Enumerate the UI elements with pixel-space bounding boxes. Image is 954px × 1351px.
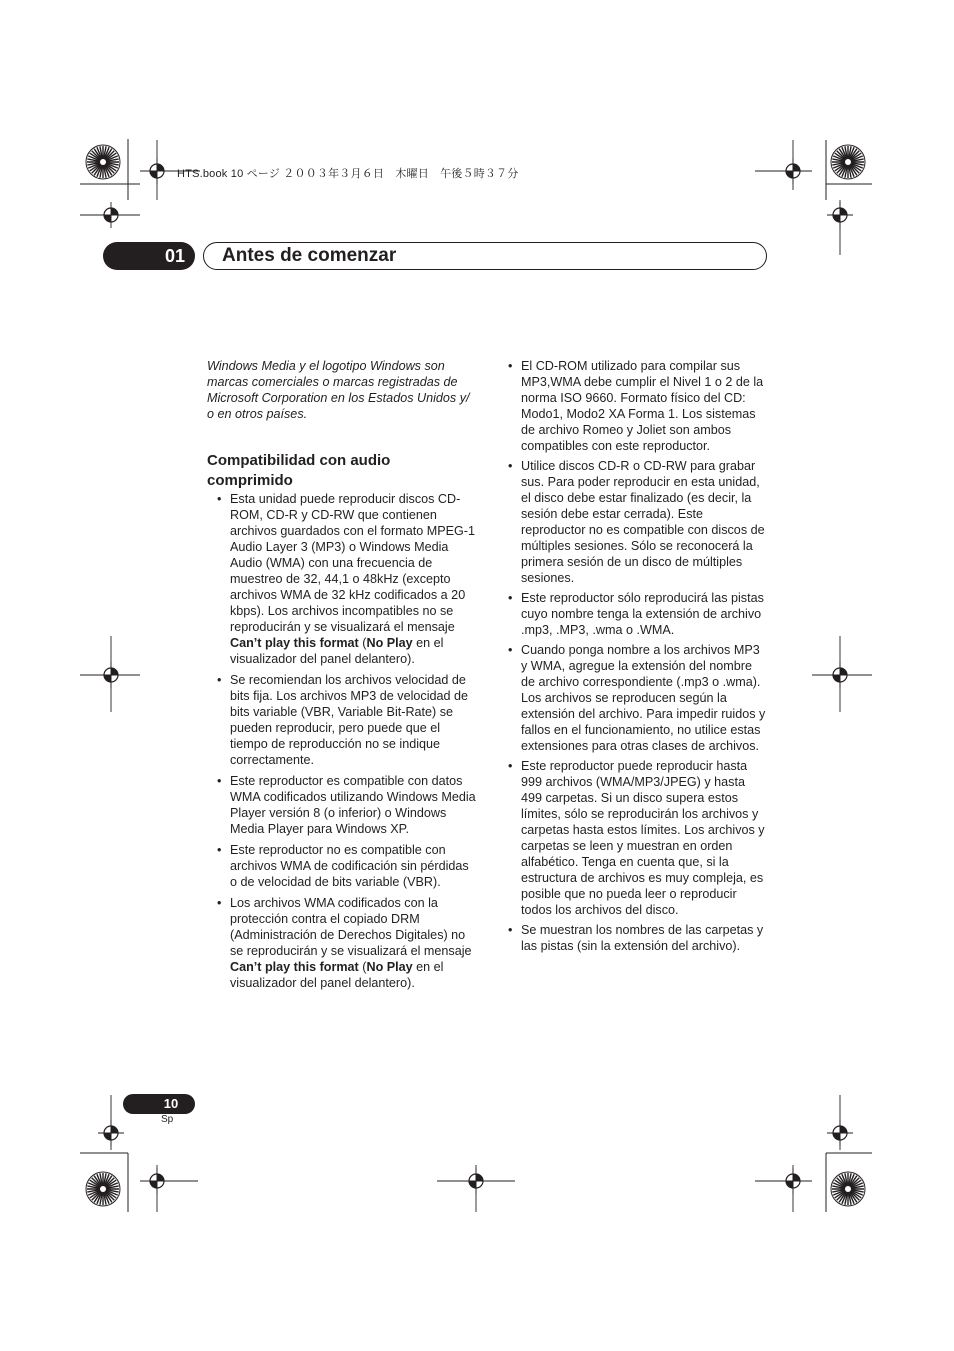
corner-mark-top-right xyxy=(755,140,872,255)
corner-mark-bottom-right xyxy=(755,1095,872,1212)
message-text: No Play xyxy=(366,636,413,650)
message-text: No Play xyxy=(366,960,413,974)
list-item: • Cuando ponga nombre a los archivos MP3 y WMA, agregue la extensión del nombre de archivo correspondiente (.mp3 o .wma). Los archivos se reproducen según la extensión del archivo. Para impedir ruidos y fallos en el funcionamiento, no utilice estas extensiones para otras clases de archivos. xyxy=(508,642,768,754)
right-bullet-list xyxy=(508,358,768,954)
chapter-title: Antes de comenzar xyxy=(203,242,767,270)
list-item: • Los archivos WMA codificados con la protección contra el copiado DRM (Administración de Derechos Digitales) no se reproducirán y se visualizará el mensaje Can’t play this format (No Play en el visualizador del panel delantero). xyxy=(207,895,479,991)
section-heading: Compatibilidad con audio comprimido xyxy=(207,452,391,489)
side-mark-right xyxy=(812,636,872,712)
corner-mark-top-left xyxy=(80,139,200,228)
list-item: • Utilice discos CD-R o CD-RW para grabar sus. Para poder reproducir en esta unidad, el disco debe estar finalizado (es decir, la sesión debe estar cerrada). Este reproductor no es compatible con discos de múltiples sesiones. Sólo se reconocerá la primera sesión de un disco de múltiples sesiones. xyxy=(508,458,768,586)
trademark-note: Windows Media y el logotipo Windows son marcas comerciales o marcas registradas de Microsoft Corporation en los Estados Unidos y/ o en otros países. xyxy=(207,359,470,421)
book-header-info: HTS.book 10 ページ ２００３年３月６日 木曜日 午後５時３７分 xyxy=(177,168,519,180)
page-number: 10 xyxy=(123,1094,195,1114)
message-text: Can’t play this format xyxy=(230,960,359,974)
right-column xyxy=(508,358,768,958)
left-bullet-list xyxy=(207,491,479,991)
message-text: Can’t play this format xyxy=(230,636,359,650)
list-item: • Este reproductor no es compatible con archivos WMA de codificación sin pérdidas o de velocidad de bits variable (VBR). xyxy=(207,842,479,890)
page-language-code: Sp xyxy=(161,1114,174,1125)
list-item: • Esta unidad puede reproducir discos CD-ROM, CD-R y CD-RW que contienen archivos guardados con el formato MPEG-1 Audio Layer 3 (MP3) o Windows Media Audio (WMA) con una frecuencia de muestreo de 32, 44,1 o 48kHz (excepto archivos WMA de 32 kHz codificados a 20 kbps). Los archivos incompatibles no se reproducirán y se visualizará el mensaje Can’t play this format (No Play en el visualizador del panel delantero). xyxy=(207,491,479,667)
bottom-center-mark xyxy=(437,1165,515,1212)
chapter-number-badge: 01 xyxy=(103,242,195,270)
list-item: • Este reproductor es compatible con datos WMA codificados utilizando Windows Media Player versión 8 (o inferior) o Windows Media Player para Windows XP. xyxy=(207,773,479,837)
list-item: • Este reproductor sólo reproducirá las pistas cuyo nombre tenga la extensión de archivo .mp3, .MP3, .wma o .WMA. xyxy=(508,590,768,638)
list-item: • Se muestran los nombres de las carpetas y las pistas (sin la extensión del archivo). xyxy=(508,922,768,954)
left-column xyxy=(207,358,479,996)
list-item: • Se recomiendan los archivos velocidad de bits fija. Los archivos MP3 de velocidad de bits variable (VBR, Variable Bit-Rate) se pueden reproducir, pero puede que el tiempo de reproducción no se indique correctamente. xyxy=(207,672,479,768)
side-mark-left xyxy=(80,636,140,712)
list-item: • Este reproductor puede reproducir hasta 999 archivos (WMA/MP3/JPEG) y hasta 499 carpetas. Si un disco supera estos límites, sólo se reproducirán los archivos y carpetas hasta estos límites. Los archivos y carpetas se leen y muestran en orden alfabético. Tenga en cuenta que, si la estructura de archivos es muy compleja, es posible que no pueda leer o reproducir todos los archivos del disco. xyxy=(508,758,768,918)
list-item: • El CD-ROM utilizado para compilar sus MP3,WMA debe cumplir el Nivel 1 o 2 de la norma ISO 9660. Formato físico del CD: Modo1, Modo2 XA Forma 1. Los sistemas de archivo Romeo y Joliet son ambos compatibles con este reproductor. xyxy=(508,358,768,454)
